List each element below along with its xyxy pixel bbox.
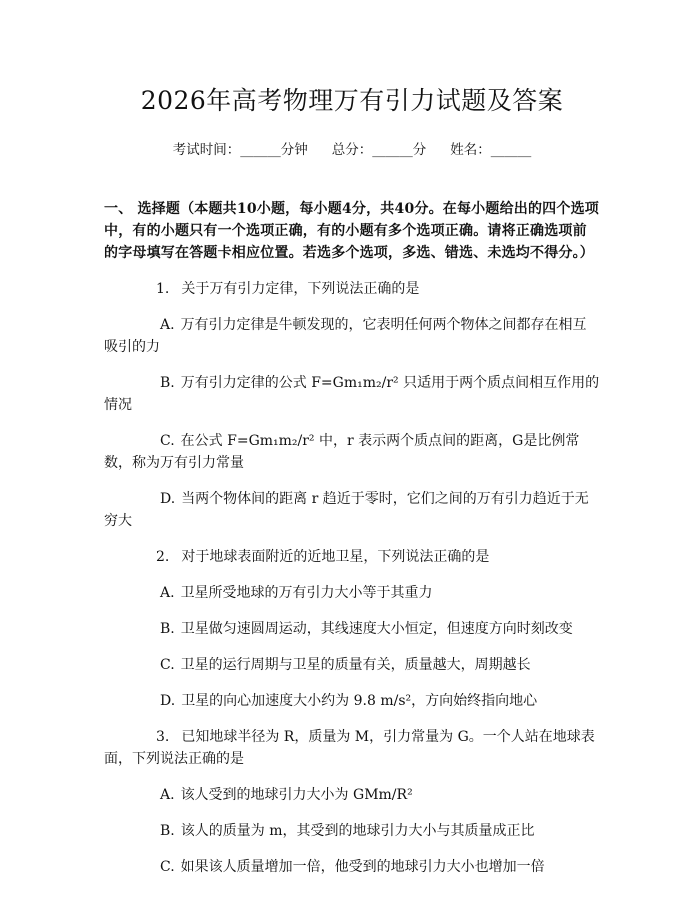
option-text: 万有引力定律的公式 F=Gm₁m₂/r² 只适用于两个质点间相互作用的情况 [104,375,600,413]
option-text: 该人受到的地球引力大小为 GMm/R² [180,787,413,803]
total-score-label: 总分： [331,142,373,158]
exam-time-unit: 分钟 [280,142,308,158]
option-letter: B. [160,375,175,391]
option-letter: D. [160,693,176,709]
exam-time-label: 考试时间： [172,142,241,158]
student-name-blank: ______ [490,142,532,158]
option-list [104,582,600,712]
total-score-field [332,142,427,158]
option-letter: C. [160,433,175,449]
question-1 [104,278,600,532]
option-letter: A. [160,317,175,333]
option-text: 卫星做匀速圆周运动，其线速度大小恒定，但速度方向时刻改变 [180,621,573,637]
question-stem [104,726,600,770]
option-d [104,488,600,532]
question-stem [104,546,600,568]
option-text: 当两个物体间的距离 r 趋近于零时，它们之间的万有引力趋近于无穷大 [104,491,589,529]
option-a [104,582,600,604]
option-text: 如果该人质量增加一倍，他受到的地球引力大小也增加一倍 [180,859,545,875]
total-score-unit: 分 [412,142,427,158]
option-a [104,314,600,358]
total-score-blank: ______ [372,142,413,158]
question-text: 对于地球表面附近的近地卫星，下列说法正确的是 [181,549,490,565]
question-number: 1. [156,281,170,297]
option-d [104,690,600,712]
option-letter: A. [160,585,175,601]
question-text: 已知地球半径为 R，质量为 M，引力常量为 G。一个人站在地球表面，下列说法正确的是 [104,729,595,767]
option-letter: A. [160,787,175,803]
option-letter: B. [160,621,175,637]
option-list [104,314,600,532]
question-3 [104,726,600,878]
option-text: 万有引力定律是牛顿发现的，它表明任何两个物体之间都存在相互吸引的力 [104,317,587,355]
option-text: 卫星的向心加速度大小约为 9.8 m/s²，方向始终指向地心 [181,693,538,709]
option-c [104,856,600,878]
question-number: 2. [156,549,170,565]
option-b [104,820,600,842]
student-name-field [450,142,531,158]
option-letter: D. [160,491,176,507]
option-text: 卫星的运行周期与卫星的质量有关，质量越大，周期越长 [180,657,531,673]
question-number: 3. [156,729,170,745]
exam-time-blank: ______ [240,142,281,158]
question-stem [104,278,600,300]
student-name-label: 姓名： [450,142,491,158]
option-text: 卫星所受地球的万有引力大小等于其重力 [180,585,433,601]
page-title: 2026年高考物理万有引力试题及答案 [140,86,564,115]
option-c [104,654,600,676]
option-letter: B. [160,823,175,839]
exam-time-field [173,142,308,158]
question-text: 关于万有引力定律，下列说法正确的是 [181,281,420,297]
option-a [104,784,600,806]
option-b [104,372,600,416]
option-text: 在公式 F=Gm₁m₂/r² 中，r 表示两个质点间的距离，G是比例常数，称为万有引力常量 [104,433,580,471]
question-2 [104,546,600,712]
option-letter: C. [160,657,175,673]
option-c [104,430,600,474]
option-list [104,784,600,878]
option-text: 该人的质量为 m，其受到的地球引力大小与其质量成正比 [180,823,535,839]
option-b [104,618,600,640]
section-heading: 一、 选择题（本题共10小题，每小题4分，共40分。在每小题给出的四个选项中，有的小题只有一个选项正确，有的小题有多个选项正确。请将正确选项前的字母填写在答题卡相应位置。若选多个选项，多选、错选、未选均不得分。） [104,201,599,261]
exam-info-line [104,140,600,160]
option-letter: C. [160,859,175,875]
